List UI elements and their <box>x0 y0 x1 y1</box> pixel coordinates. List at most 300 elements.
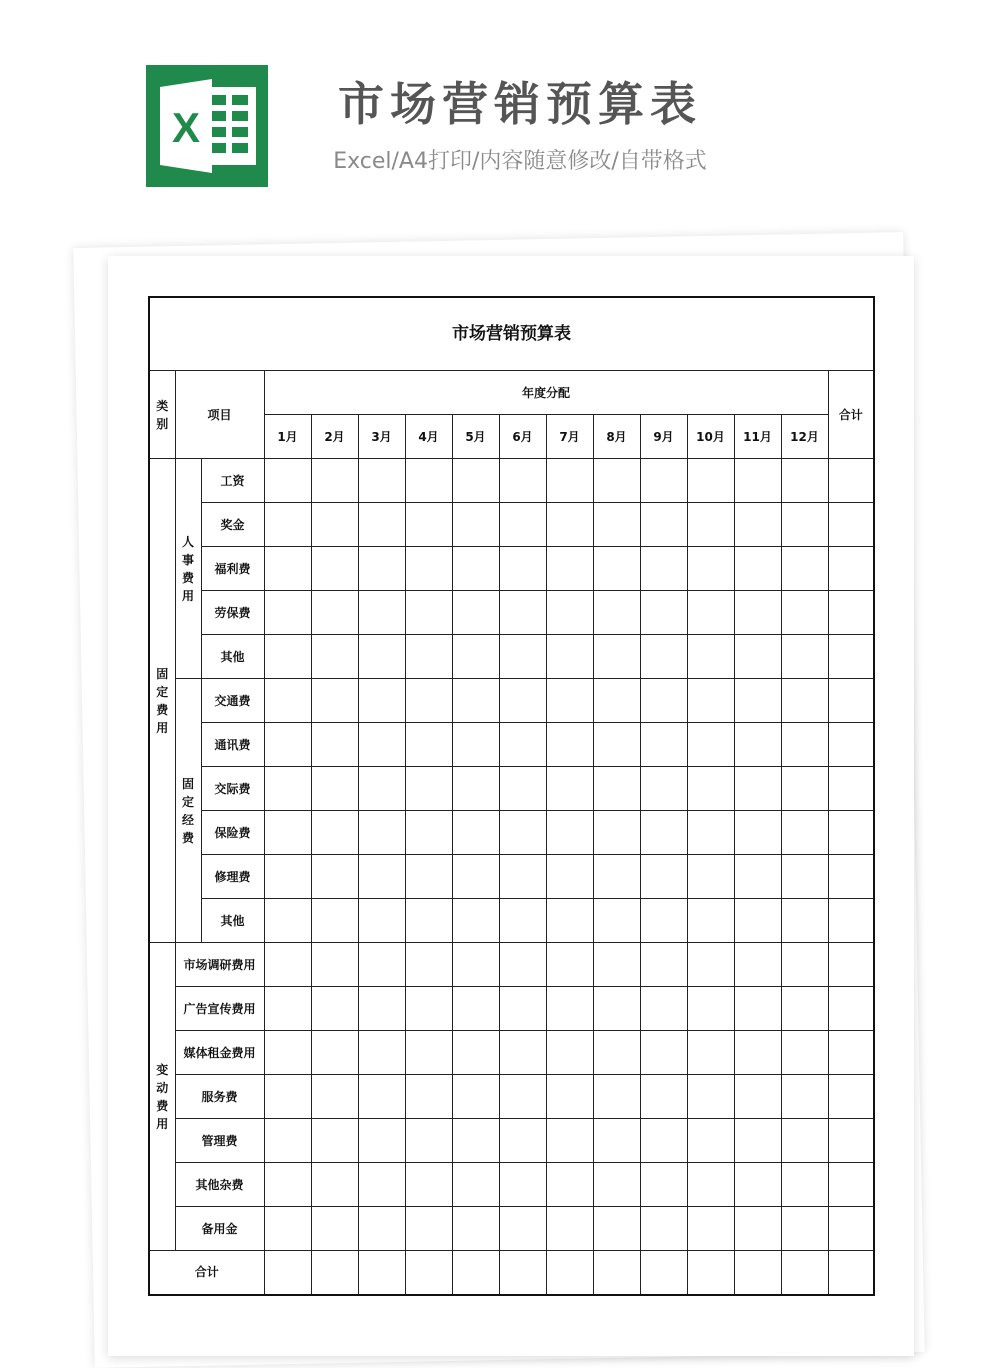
month-input-cell[interactable] <box>264 811 311 855</box>
month-input-cell[interactable] <box>734 1119 781 1163</box>
month-input-cell[interactable] <box>593 1207 640 1251</box>
month-input-cell[interactable] <box>311 547 358 591</box>
month-input-cell[interactable] <box>452 503 499 547</box>
month-input-cell[interactable] <box>546 591 593 635</box>
month-input-cell[interactable] <box>781 503 828 547</box>
month-input-cell[interactable] <box>358 1031 405 1075</box>
month-input-cell[interactable] <box>499 1031 546 1075</box>
month-input-cell[interactable] <box>499 899 546 943</box>
month-input-cell[interactable] <box>264 943 311 987</box>
month-input-cell[interactable] <box>734 811 781 855</box>
row-total-cell[interactable] <box>828 811 874 855</box>
month-input-cell[interactable] <box>687 1075 734 1119</box>
month-input-cell[interactable] <box>640 1207 687 1251</box>
month-input-cell[interactable] <box>499 679 546 723</box>
table-row <box>149 679 874 723</box>
month-input-cell[interactable] <box>687 635 734 679</box>
month-input-cell[interactable] <box>264 1075 311 1119</box>
month-input-cell[interactable] <box>687 855 734 899</box>
month-header: 8月 <box>593 415 640 459</box>
row-total-cell[interactable] <box>828 1207 874 1251</box>
month-input-cell[interactable] <box>499 591 546 635</box>
title-row <box>149 297 874 371</box>
excel-logo-icon <box>146 65 268 187</box>
month-input-cell[interactable] <box>264 1163 311 1207</box>
month-input-cell[interactable] <box>405 1031 452 1075</box>
row-total-cell[interactable] <box>828 547 874 591</box>
month-input-cell[interactable] <box>311 1251 358 1295</box>
row-total-cell[interactable] <box>828 679 874 723</box>
page-header <box>0 0 1000 230</box>
month-input-cell[interactable] <box>499 1119 546 1163</box>
row-total-cell[interactable] <box>828 503 874 547</box>
month-input-cell[interactable] <box>781 1251 828 1295</box>
month-input-cell[interactable] <box>499 987 546 1031</box>
month-input-cell[interactable] <box>358 679 405 723</box>
month-input-cell[interactable] <box>499 1251 546 1295</box>
month-input-cell[interactable] <box>405 679 452 723</box>
month-input-cell[interactable] <box>640 1163 687 1207</box>
month-header: 4月 <box>405 415 452 459</box>
month-input-cell[interactable] <box>593 811 640 855</box>
month-input-cell[interactable] <box>687 1207 734 1251</box>
month-input-cell[interactable] <box>452 1251 499 1295</box>
month-input-cell[interactable] <box>640 811 687 855</box>
month-input-cell[interactable] <box>264 1031 311 1075</box>
month-input-cell[interactable] <box>593 987 640 1031</box>
table-row <box>149 943 874 987</box>
month-input-cell[interactable] <box>452 987 499 1031</box>
month-input-cell[interactable] <box>734 503 781 547</box>
row-total-cell[interactable] <box>828 855 874 899</box>
month-input-cell[interactable] <box>311 723 358 767</box>
row-total-cell[interactable] <box>828 459 874 503</box>
month-input-cell[interactable] <box>734 547 781 591</box>
row-total-cell[interactable] <box>828 1075 874 1119</box>
month-input-cell[interactable] <box>311 1031 358 1075</box>
month-input-cell[interactable] <box>358 1207 405 1251</box>
month-input-cell[interactable] <box>687 459 734 503</box>
month-input-cell[interactable] <box>452 459 499 503</box>
fixed-cost-group-label: 固定费用 <box>156 666 169 735</box>
month-input-cell[interactable] <box>734 1207 781 1251</box>
month-input-cell[interactable] <box>781 811 828 855</box>
month-input-cell[interactable] <box>499 767 546 811</box>
month-input-cell[interactable] <box>358 503 405 547</box>
row-label: 奖金 <box>201 503 264 547</box>
month-input-cell[interactable] <box>687 943 734 987</box>
month-input-cell[interactable] <box>358 635 405 679</box>
budget-table <box>148 296 875 1296</box>
month-input-cell[interactable] <box>781 1075 828 1119</box>
month-input-cell[interactable] <box>546 459 593 503</box>
month-header: 2月 <box>311 415 358 459</box>
month-input-cell[interactable] <box>734 767 781 811</box>
month-input-cell[interactable] <box>311 1119 358 1163</box>
category-header-label: 类别 <box>156 398 169 431</box>
row-total-cell[interactable] <box>828 767 874 811</box>
month-input-cell[interactable] <box>358 1119 405 1163</box>
month-input-cell[interactable] <box>734 459 781 503</box>
month-input-cell[interactable] <box>640 1251 687 1295</box>
month-input-cell[interactable] <box>499 1163 546 1207</box>
month-input-cell[interactable] <box>546 899 593 943</box>
month-input-cell[interactable] <box>781 723 828 767</box>
month-header: 7月 <box>546 415 593 459</box>
month-input-cell[interactable] <box>311 1075 358 1119</box>
month-input-cell[interactable] <box>264 459 311 503</box>
month-input-cell[interactable] <box>405 1075 452 1119</box>
month-input-cell[interactable] <box>546 767 593 811</box>
month-input-cell[interactable] <box>311 811 358 855</box>
month-input-cell[interactable] <box>593 679 640 723</box>
month-input-cell[interactable] <box>593 899 640 943</box>
table-row <box>149 723 874 767</box>
month-input-cell[interactable] <box>593 855 640 899</box>
row-total-cell[interactable] <box>828 1163 874 1207</box>
month-input-cell[interactable] <box>687 591 734 635</box>
month-input-cell[interactable] <box>405 591 452 635</box>
month-input-cell[interactable] <box>640 943 687 987</box>
month-input-cell[interactable] <box>781 459 828 503</box>
month-input-cell[interactable] <box>781 1163 828 1207</box>
month-input-cell[interactable] <box>358 987 405 1031</box>
month-input-cell[interactable] <box>311 987 358 1031</box>
month-input-cell[interactable] <box>264 723 311 767</box>
month-input-cell[interactable] <box>781 1031 828 1075</box>
month-input-cell[interactable] <box>452 943 499 987</box>
month-input-cell[interactable] <box>546 811 593 855</box>
month-input-cell[interactable] <box>546 943 593 987</box>
row-label: 管理费 <box>175 1119 264 1163</box>
month-input-cell[interactable] <box>640 503 687 547</box>
month-input-cell[interactable] <box>311 855 358 899</box>
month-input-cell[interactable] <box>358 591 405 635</box>
row-total-cell[interactable] <box>828 1119 874 1163</box>
month-input-cell[interactable] <box>687 1251 734 1295</box>
month-input-cell[interactable] <box>405 547 452 591</box>
month-input-cell[interactable] <box>546 635 593 679</box>
row-label: 其他 <box>201 899 264 943</box>
month-input-cell[interactable] <box>640 723 687 767</box>
month-input-cell[interactable] <box>311 899 358 943</box>
month-input-cell[interactable] <box>734 1075 781 1119</box>
month-input-cell[interactable] <box>687 723 734 767</box>
month-input-cell[interactable] <box>781 899 828 943</box>
month-input-cell[interactable] <box>405 811 452 855</box>
month-input-cell[interactable] <box>687 811 734 855</box>
sheet-title: 市场营销预算表 <box>149 297 874 371</box>
month-input-cell[interactable] <box>452 1075 499 1119</box>
row-label: 广告宣传费用 <box>175 987 264 1031</box>
month-input-cell[interactable] <box>405 1119 452 1163</box>
month-input-cell[interactable] <box>311 943 358 987</box>
month-input-cell[interactable] <box>546 1119 593 1163</box>
month-input-cell[interactable] <box>734 1031 781 1075</box>
month-input-cell[interactable] <box>593 767 640 811</box>
month-input-cell[interactable] <box>264 1207 311 1251</box>
month-input-cell[interactable] <box>781 547 828 591</box>
grand-total-row <box>149 1251 874 1295</box>
month-input-cell[interactable] <box>687 987 734 1031</box>
month-input-cell[interactable] <box>640 1031 687 1075</box>
month-input-cell[interactable] <box>452 1207 499 1251</box>
row-label: 修理费 <box>201 855 264 899</box>
month-input-cell[interactable] <box>781 767 828 811</box>
month-input-cell[interactable] <box>546 503 593 547</box>
month-input-cell[interactable] <box>405 855 452 899</box>
category-header <box>149 371 175 459</box>
month-header: 11月 <box>734 415 781 459</box>
month-input-cell[interactable] <box>687 679 734 723</box>
month-input-cell[interactable] <box>499 635 546 679</box>
month-input-cell[interactable] <box>358 899 405 943</box>
month-input-cell[interactable] <box>734 1163 781 1207</box>
row-total-cell[interactable] <box>828 987 874 1031</box>
month-input-cell[interactable] <box>734 1251 781 1295</box>
item-header: 项目 <box>175 371 264 459</box>
month-input-cell[interactable] <box>593 1119 640 1163</box>
month-input-cell[interactable] <box>546 987 593 1031</box>
month-header: 9月 <box>640 415 687 459</box>
month-input-cell[interactable] <box>311 1163 358 1207</box>
month-input-cell[interactable] <box>311 1207 358 1251</box>
month-input-cell[interactable] <box>593 591 640 635</box>
month-input-cell[interactable] <box>452 811 499 855</box>
month-input-cell[interactable] <box>687 1163 734 1207</box>
month-input-cell[interactable] <box>640 635 687 679</box>
row-total-cell[interactable] <box>828 1031 874 1075</box>
month-input-cell[interactable] <box>593 547 640 591</box>
month-input-cell[interactable] <box>452 723 499 767</box>
month-input-cell[interactable] <box>264 899 311 943</box>
month-input-cell[interactable] <box>358 459 405 503</box>
row-total-cell[interactable] <box>828 591 874 635</box>
row-label: 劳保费 <box>201 591 264 635</box>
month-input-cell[interactable] <box>452 767 499 811</box>
month-input-cell[interactable] <box>452 679 499 723</box>
month-input-cell[interactable] <box>781 1119 828 1163</box>
month-input-cell[interactable] <box>499 459 546 503</box>
month-input-cell[interactable] <box>405 503 452 547</box>
month-input-cell[interactable] <box>546 723 593 767</box>
month-input-cell[interactable] <box>781 987 828 1031</box>
month-input-cell[interactable] <box>734 987 781 1031</box>
month-input-cell[interactable] <box>593 723 640 767</box>
month-input-cell[interactable] <box>593 1251 640 1295</box>
row-total-cell[interactable] <box>828 899 874 943</box>
personnel-group <box>175 459 201 679</box>
month-input-cell[interactable] <box>546 679 593 723</box>
table-row <box>149 1075 874 1119</box>
row-label: 工资 <box>201 459 264 503</box>
month-input-cell[interactable] <box>781 855 828 899</box>
personnel-group-label: 人事费用 <box>181 534 194 603</box>
month-input-cell[interactable] <box>499 1075 546 1119</box>
month-input-cell[interactable] <box>358 723 405 767</box>
month-input-cell[interactable] <box>264 547 311 591</box>
row-label: 其他 <box>201 635 264 679</box>
month-input-cell[interactable] <box>452 547 499 591</box>
month-input-cell[interactable] <box>640 1075 687 1119</box>
month-input-cell[interactable] <box>687 899 734 943</box>
month-input-cell[interactable] <box>546 1075 593 1119</box>
grand-total-label: 合计 <box>149 1251 264 1295</box>
month-input-cell[interactable] <box>546 1163 593 1207</box>
row-total-cell[interactable] <box>828 943 874 987</box>
month-input-cell[interactable] <box>734 899 781 943</box>
month-input-cell[interactable] <box>405 1251 452 1295</box>
month-input-cell[interactable] <box>311 503 358 547</box>
table-row <box>149 899 874 943</box>
month-input-cell[interactable] <box>358 855 405 899</box>
month-input-cell[interactable] <box>546 855 593 899</box>
month-input-cell[interactable] <box>687 1031 734 1075</box>
logo-letter: X <box>171 104 201 151</box>
month-input-cell[interactable] <box>546 547 593 591</box>
month-input-cell[interactable] <box>264 1119 311 1163</box>
month-input-cell[interactable] <box>311 767 358 811</box>
row-total-cell[interactable] <box>828 723 874 767</box>
month-input-cell[interactable] <box>499 943 546 987</box>
month-input-cell[interactable] <box>546 1207 593 1251</box>
month-input-cell[interactable] <box>781 679 828 723</box>
month-input-cell[interactable] <box>640 987 687 1031</box>
month-input-cell[interactable] <box>593 1031 640 1075</box>
month-input-cell[interactable] <box>405 1163 452 1207</box>
row-total-cell[interactable] <box>828 635 874 679</box>
month-input-cell[interactable] <box>405 899 452 943</box>
month-input-cell[interactable] <box>264 855 311 899</box>
month-input-cell[interactable] <box>452 1163 499 1207</box>
variable-cost-group <box>149 943 175 1251</box>
row-label: 交通费 <box>201 679 264 723</box>
month-input-cell[interactable] <box>499 811 546 855</box>
month-input-cell[interactable] <box>311 459 358 503</box>
month-input-cell[interactable] <box>781 635 828 679</box>
month-input-cell[interactable] <box>687 503 734 547</box>
month-input-cell[interactable] <box>687 547 734 591</box>
month-input-cell[interactable] <box>593 1075 640 1119</box>
month-input-cell[interactable] <box>640 1119 687 1163</box>
month-input-cell[interactable] <box>499 723 546 767</box>
month-input-cell[interactable] <box>734 723 781 767</box>
month-input-cell[interactable] <box>358 1163 405 1207</box>
month-input-cell[interactable] <box>781 591 828 635</box>
variable-cost-group-label: 变动费用 <box>156 1062 169 1131</box>
row-label: 其他杂费 <box>175 1163 264 1207</box>
month-input-cell[interactable] <box>358 1251 405 1295</box>
month-header: 10月 <box>687 415 734 459</box>
month-input-cell[interactable] <box>264 1251 311 1295</box>
month-input-cell[interactable] <box>640 547 687 591</box>
month-input-cell[interactable] <box>311 679 358 723</box>
month-input-cell[interactable] <box>264 679 311 723</box>
month-input-cell[interactable] <box>593 943 640 987</box>
row-label: 通讯费 <box>201 723 264 767</box>
month-input-cell[interactable] <box>405 723 452 767</box>
month-input-cell[interactable] <box>546 1031 593 1075</box>
month-input-cell[interactable] <box>687 767 734 811</box>
page-title: 市场营销预算表 <box>338 77 702 131</box>
annual-header: 年度分配 <box>264 371 828 415</box>
month-input-cell[interactable] <box>593 1163 640 1207</box>
table-row <box>149 767 874 811</box>
table-row <box>149 547 874 591</box>
month-input-cell[interactable] <box>311 635 358 679</box>
month-input-cell[interactable] <box>405 1207 452 1251</box>
month-input-cell[interactable] <box>593 635 640 679</box>
month-input-cell[interactable] <box>452 899 499 943</box>
table-row <box>149 811 874 855</box>
table-row <box>149 635 874 679</box>
table-row <box>149 987 874 1031</box>
month-input-cell[interactable] <box>640 855 687 899</box>
month-input-cell[interactable] <box>640 767 687 811</box>
month-input-cell[interactable] <box>640 899 687 943</box>
month-input-cell[interactable] <box>358 547 405 591</box>
month-input-cell[interactable] <box>499 503 546 547</box>
table-row <box>149 1119 874 1163</box>
month-input-cell[interactable] <box>499 855 546 899</box>
month-input-cell[interactable] <box>734 679 781 723</box>
month-input-cell[interactable] <box>311 591 358 635</box>
row-label: 服务费 <box>175 1075 264 1119</box>
month-input-cell[interactable] <box>358 943 405 987</box>
month-input-cell[interactable] <box>264 503 311 547</box>
month-input-cell[interactable] <box>264 767 311 811</box>
month-input-cell[interactable] <box>405 987 452 1031</box>
month-input-cell[interactable] <box>734 635 781 679</box>
month-input-cell[interactable] <box>358 1075 405 1119</box>
month-input-cell[interactable] <box>734 855 781 899</box>
month-input-cell[interactable] <box>452 1119 499 1163</box>
month-input-cell[interactable] <box>405 459 452 503</box>
month-input-cell[interactable] <box>358 811 405 855</box>
row-total-cell[interactable] <box>828 1251 874 1295</box>
month-header: 3月 <box>358 415 405 459</box>
month-input-cell[interactable] <box>264 591 311 635</box>
month-input-cell[interactable] <box>734 591 781 635</box>
month-input-cell[interactable] <box>405 767 452 811</box>
month-input-cell[interactable] <box>499 1207 546 1251</box>
month-input-cell[interactable] <box>687 1119 734 1163</box>
month-input-cell[interactable] <box>264 635 311 679</box>
month-input-cell[interactable] <box>781 1207 828 1251</box>
fixed-cost-group <box>149 459 175 943</box>
month-input-cell[interactable] <box>452 855 499 899</box>
month-input-cell[interactable] <box>452 635 499 679</box>
month-input-cell[interactable] <box>640 679 687 723</box>
month-input-cell[interactable] <box>734 943 781 987</box>
month-input-cell[interactable] <box>405 943 452 987</box>
month-input-cell[interactable] <box>640 459 687 503</box>
page-subtitle: Excel/A4打印/内容随意修改/自带格式 <box>333 149 707 174</box>
month-input-cell[interactable] <box>593 503 640 547</box>
month-input-cell[interactable] <box>781 943 828 987</box>
row-label: 市场调研费用 <box>175 943 264 987</box>
month-input-cell[interactable] <box>640 591 687 635</box>
month-input-cell[interactable] <box>593 459 640 503</box>
month-input-cell[interactable] <box>358 767 405 811</box>
table-row <box>149 591 874 635</box>
month-input-cell[interactable] <box>264 987 311 1031</box>
month-input-cell[interactable] <box>452 591 499 635</box>
month-input-cell[interactable] <box>499 547 546 591</box>
month-input-cell[interactable] <box>452 1031 499 1075</box>
month-input-cell[interactable] <box>546 1251 593 1295</box>
month-input-cell[interactable] <box>405 635 452 679</box>
